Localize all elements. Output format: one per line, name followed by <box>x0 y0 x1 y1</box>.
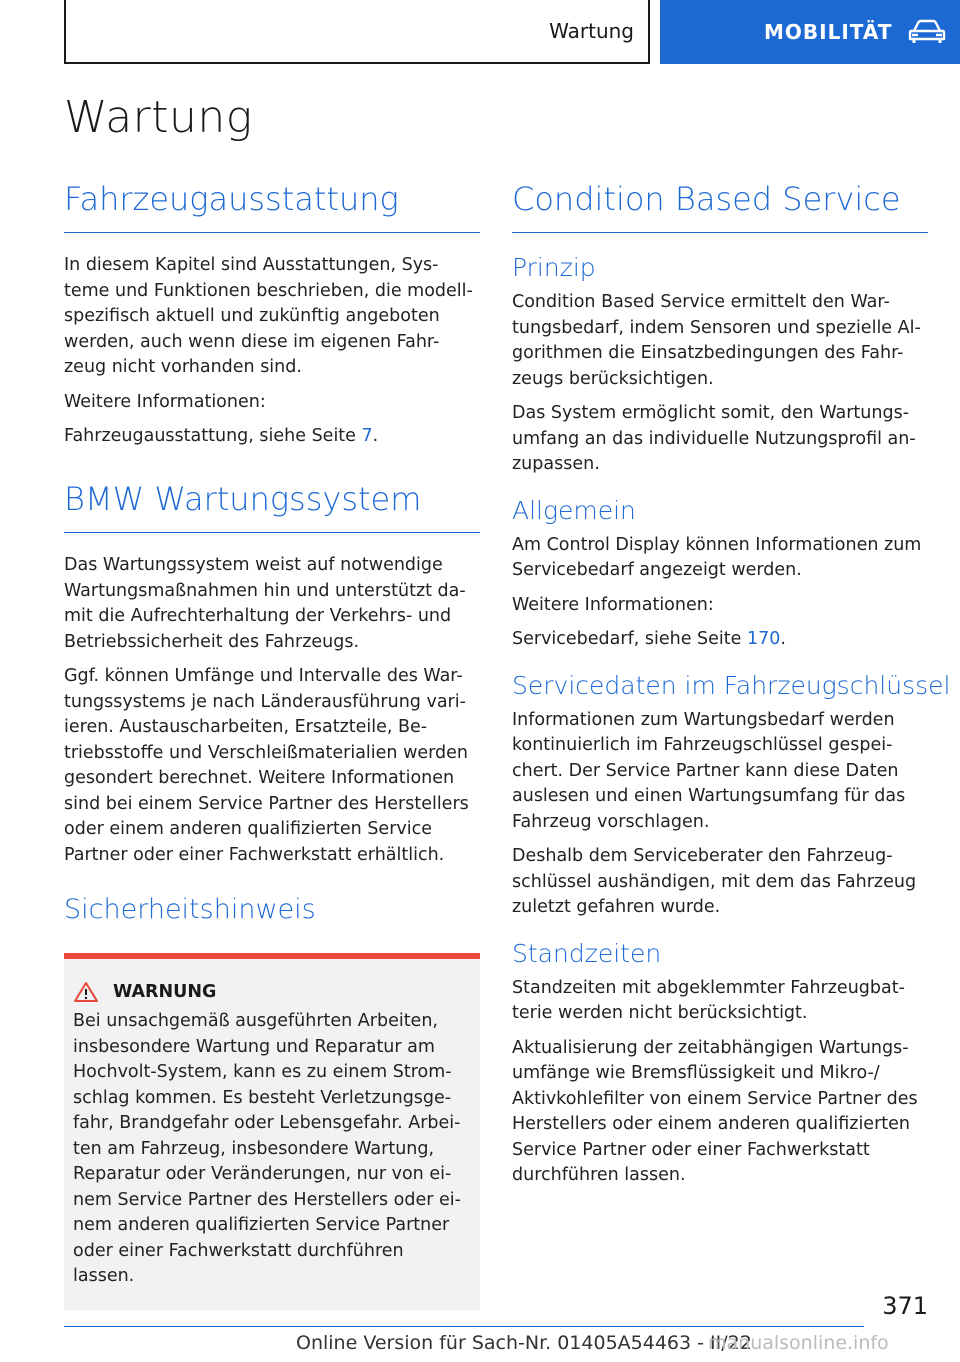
paragraph: In diesem Kapitel sind Ausstattungen, Sys-teme und Funktionen beschrieben, die modell-spezifisch aktuell und zukünftig angeboten werden, auch wenn diese im eigenen Fahr-zeug nicht vorhanden sind. <box>64 255 473 378</box>
left-column <box>64 180 480 1310</box>
heading-sicherheitshinweis: Sicherheitshinweis <box>64 894 316 926</box>
paragraph: Das System ermöglicht somit, den Wartungs-umfang an das individuelle Nutzungsprofil an-zupassen. <box>512 403 916 475</box>
heading-bmw-wartungssystem: BMW Wartungssystem <box>64 480 480 533</box>
reference-end: . <box>372 426 379 447</box>
paragraph: Deshalb dem Serviceberater den Fahrzeug-schlüssel aushändigen, mit dem das Fahrzeug zuletzt gefahren wurde. <box>512 846 917 918</box>
footer-text: Online Version für Sach-Nr. 01405A54463 - II/22 <box>296 1332 752 1354</box>
footer-divider <box>64 1326 864 1327</box>
page-number: 371 <box>882 1292 928 1320</box>
section-tab <box>660 0 960 64</box>
heading-allgemein: Allgemein <box>512 495 636 525</box>
warning-text: Bei unsachgemäß ausgeführten Arbeiten, insbesondere Wartung und Reparatur am Hochvolt-System, kann es zu einem Strom-schlag kommen. Es besteht Verletzungsge-fahr, Brandgefahr oder Lebensgefahr. Arbei-ten am Fahrzeug, insbesondere Wartung, Reparatur oder Veränderungen, nur von ei-nem Service Partner des Herstellers oder ei-nem anderen qualifizierten Service Partner oder einer Fachwerkstatt durchführen lassen. <box>73 1011 461 1287</box>
reference-end: . <box>780 629 786 650</box>
paragraph: Aktualisierung der zeitabhängigen Wartungs-umfänge wie Bremsflüssigkeit und Mikro-/ Aktivkohlefilter von einem Service Partner des Herstellers oder einem anderen qualifizierten Service Partner oder einer Fachwerkstatt durchführen lassen. <box>512 1037 918 1186</box>
warning-header <box>73 981 470 1003</box>
footer-watermark: manualsonline.info <box>708 1332 889 1354</box>
heading-prinzip: Prinzip <box>512 253 596 283</box>
paragraph: Condition Based Service ermittelt den War-tungsbedarf, indem Sensoren und spezielle Al-gorithmen die Einsatzbedingungen des Fahr-zeugs berücksichtigen. <box>512 292 921 389</box>
warning-triangle-icon <box>73 981 99 1003</box>
page-link-7[interactable]: 7 <box>361 426 373 447</box>
reference-text: Fahrzeugausstattung, siehe Seite <box>64 426 362 447</box>
chapter-tab-label: Wartung <box>549 19 634 43</box>
paragraph: Ggf. können Umfänge und Intervalle des War-tungssystems je nach Länderausführung vari-ieren. Austauscharbeiten, Ersatzteile, Be-triebsstoffe und Verschleißmaterialien werden gesondert berechnet. Weitere Informationen sind bei einem Service Partner des Herstellers oder einem anderen qualifizierten Service Partner oder einer Fachwerkstatt erhältlich. <box>64 666 469 865</box>
reference-paragraph <box>512 627 928 653</box>
paragraph: Am Control Display können Informationen zum Servicebedarf angezeigt werden. <box>512 534 922 581</box>
page-title: Wartung <box>64 92 253 143</box>
warning-box <box>64 953 480 1310</box>
reference-text: Servicebedarf, siehe Seite <box>512 629 747 650</box>
section-tab-label: MOBILITÄT <box>764 20 893 44</box>
chapter-tab <box>64 0 650 64</box>
heading-standzeiten: Standzeiten <box>512 938 662 968</box>
paragraph: Weitere Informationen: <box>64 391 266 412</box>
warning-title: WARNUNG <box>113 982 217 1003</box>
paragraph: Standzeiten mit abgeklemmter Fahrzeugbat-terie werden nicht berücksichtigt. <box>512 977 905 1024</box>
reference-paragraph <box>64 424 480 450</box>
car-icon <box>908 19 946 45</box>
page-link-170[interactable]: 170 <box>746 629 781 650</box>
heading-fahrzeugausstattung: Fahrzeugausstattung <box>64 180 480 233</box>
heading-servicedaten: Servicedaten im Fahrzeugschlüssel <box>512 670 951 700</box>
heading-condition-based-service: Condition Based Service <box>512 180 928 233</box>
paragraph: Das Wartungssystem weist auf notwendige Wartungsmaßnahmen hin und unterstützt da-mit die Aufrechterhaltung der Verkehrs- und Betriebssicherheit des Fahrzeugs. <box>64 555 466 652</box>
paragraph: Weitere Informationen: <box>512 594 714 615</box>
paragraph: Informationen zum Wartungsbedarf werden kontinuierlich im Fahrzeugschlüssel gespei-chert. Der Service Partner kann diese Daten auslesen und einen Wartungsumfang für das Fahrzeug vorschlagen. <box>512 709 906 832</box>
right-column <box>512 180 951 1198</box>
